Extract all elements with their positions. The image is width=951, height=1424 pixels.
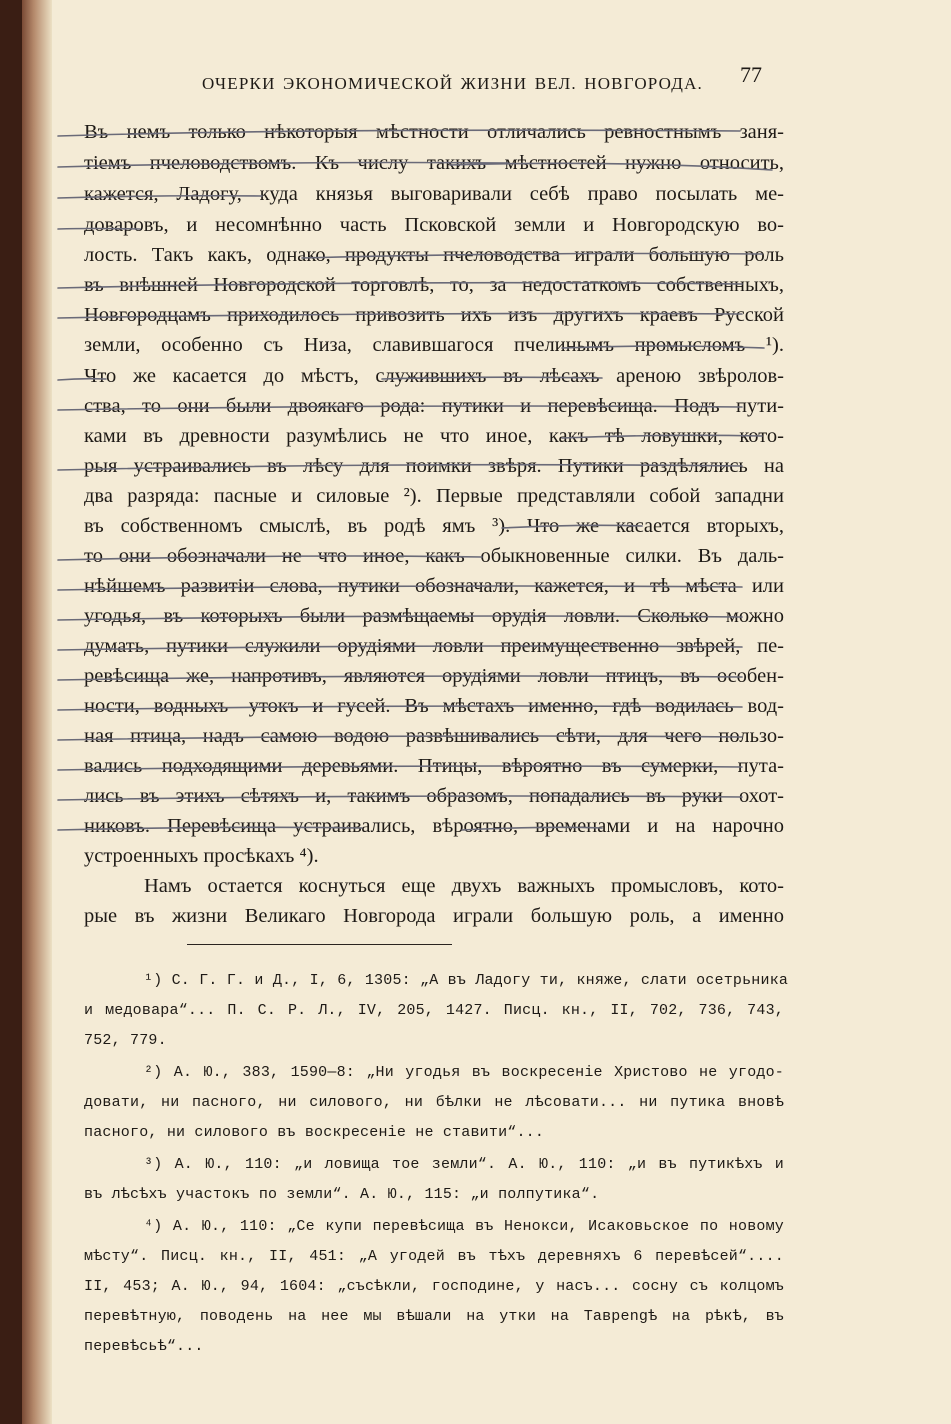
pencil-underline (58, 586, 742, 590)
body-line: Въ немъ только нѣкоторыя мѣстности отличались ревностнымъ заня- (84, 121, 784, 143)
body-line: рыя устраивались въ лѣсу для поимки звѣря. Путики раздѣлялись на (84, 455, 784, 477)
body-line: ками въ древности разумѣлись не что иное, какъ тѣ ловушки, кото- (84, 425, 784, 447)
body-line: Новгородцамъ приходилось привозить ихъ изъ другихъ краевъ Русской (84, 304, 784, 326)
page-number: 77 (740, 62, 762, 87)
footnote-line: въ лѣсѣхъ участокъ по земли“. А. Ю., 115: „и полпутика“. (84, 1186, 600, 1203)
pencil-underline (58, 616, 742, 620)
body-line: вались подходящими деревьями. Птицы, вѣроятно въ сумерки, пута- (84, 755, 784, 777)
footnote-line: перевѣтную, поводень на нее мы вѣшали на утки на Таврengѣ на рѣкѣ, въ (84, 1308, 784, 1325)
body-line: земли, особенно съ Низа, славившагося пчелинымъ промысломъ ¹). (84, 334, 784, 356)
body-line: ная птица, надъ самою водою развѣшивались сѣти, для чего пользо- (84, 725, 784, 747)
body-line: ности, водныхъ—утокъ и гусей. Въ мѣстахъ именно, гдѣ водилась вод- (84, 695, 784, 717)
footnote-line: перевѣсьѣ“... (84, 1338, 204, 1355)
pencil-underline (58, 379, 106, 380)
footnote-line: ⁴) А. Ю., 110: „Се купи перевѣсища въ Ненокси, Исаковьское по новому (144, 1218, 784, 1235)
pencil-underline (58, 796, 742, 800)
pencil-underline (302, 254, 762, 259)
pencil-underline (58, 130, 740, 136)
body-line: Намъ остается коснуться еще двухъ важныхъ промысловъ, кото- (144, 875, 784, 897)
body-line: устроенныхъ просѣкахъ ⁴). (84, 845, 319, 867)
book-page (22, 0, 951, 1424)
footnote-line: 752, 779. (84, 1032, 167, 1049)
pencil-underline (450, 163, 772, 170)
footnote-line: ³) А. Ю., 110: „и ловища тое земли“. А. Ю., 110: „и въ путикѣхъ и (144, 1156, 784, 1173)
pencil-underline (58, 556, 482, 560)
pencil-underline (58, 163, 508, 168)
pencil-underline (562, 346, 764, 348)
footnote-line: мѣсту“. Писц. кн., II, 451: „А угодей въ тѣхъ деревняхъ 6 перевѣсей“.... (84, 1248, 784, 1265)
footnote-line: II, 453; А. Ю., 94, 1604: „съсѣкли, господине, у насъ... сосну съ колцомъ (84, 1278, 784, 1295)
pencil-underline (58, 736, 742, 740)
body-line: въ внѣшней Новгородской торговлѣ, то, за недостаткомъ собственныхъ, (84, 274, 784, 296)
footnote-line: ¹) С. Г. Г. и Д., I, 6, 1305: „А въ Ладогу ти, княже, слати осетрьника (144, 972, 789, 989)
pencil-underline (58, 314, 742, 319)
footnote-line: пасного, ни силового въ воскресеніе не ставити“... (84, 1124, 545, 1141)
pencil-underline (58, 706, 742, 710)
pencil-underline (58, 766, 742, 770)
body-line: кажется, Ладогу, куда князья выговаривали себѣ право посылать ме- (84, 183, 784, 205)
body-line: думать, путики служили орудіями ловли преимущественно звѣрей, пе- (84, 635, 784, 657)
body-line: то они обозначали не что иное, какъ обыкновенные силки. Въ даль- (84, 545, 784, 567)
footnote-line: и медовара“... П. С. Р. Л., IV, 205, 1427. Писц. кн., II, 702, 736, 743, (84, 1002, 784, 1019)
body-line: лись въ этихъ сѣтяхъ и, такимъ образомъ, попадались въ руки охот- (84, 785, 784, 807)
body-line: ства, то они были двоякаго рода: путики и перевѣсища. Подъ пути- (84, 395, 784, 417)
pencil-underline (58, 676, 742, 680)
footnote-line: довати, ни пасного, ни силового, ни бѣлки не лѣсовати... ни путика вновѣ (84, 1094, 784, 1111)
body-line: въ собственномъ смыслѣ, въ родѣ ямъ ³). Что же касается вторыхъ, (84, 515, 784, 537)
body-line: лость. Такъ какъ, однако, продукты пчеловодства играли большую роль (84, 244, 784, 266)
body-line: тіемъ пчеловодствомъ. Къ числу такихъ мѣстностей нужно относить, (84, 152, 784, 174)
body-line: ревѣсища же, напротивъ, являются орудіями ловли птицъ, въ особен- (84, 665, 784, 687)
body-line: угодья, въ которыхъ были размѣщаемы орудія ловли. Сколько можно (84, 605, 784, 627)
body-line: Что же касается до мѣстъ, служившихъ въ лѣсахъ ареною звѣролов- (84, 365, 784, 387)
pencil-underlines (22, 0, 951, 1424)
pencil-underline (58, 196, 262, 198)
footnote-line: ²) А. Ю., 383, 1590—8: „Ни угодья въ воскресеніе Христово не угодо- (144, 1064, 784, 1081)
body-line: доваровъ, и несомнѣнно часть Псковской земли и Новгородскую во- (84, 214, 784, 236)
body-line: нѣйшемъ развитіи слова, путики обозначали, кажется, и тѣ мѣста или (84, 575, 784, 597)
pencil-underline (562, 435, 762, 438)
pencil-underline (58, 229, 140, 230)
pencil-underline (58, 465, 742, 470)
pencil-underline (58, 646, 742, 650)
body-line: рые въ жизни Великаго Новгорода играли большую роль, а именно (84, 905, 784, 927)
pencil-underline (58, 406, 742, 410)
pencil-underline (502, 525, 642, 528)
pencil-underline (58, 827, 362, 830)
body-line: два разряда: пасные и силовые ²). Первые представляли собой западни (84, 485, 784, 507)
running-title: ОЧЕРКИ ЭКОНОМИЧЕСКОЙ ЖИЗНИ ВЕЛ. НОВГОРОДА. (202, 74, 704, 93)
pencil-underline (462, 827, 602, 830)
body-line: никовъ. Перевѣсища устраивались, вѣроятно, временами и на нарочно (84, 815, 784, 837)
pencil-underline (382, 377, 602, 379)
pencil-underline (58, 283, 742, 288)
